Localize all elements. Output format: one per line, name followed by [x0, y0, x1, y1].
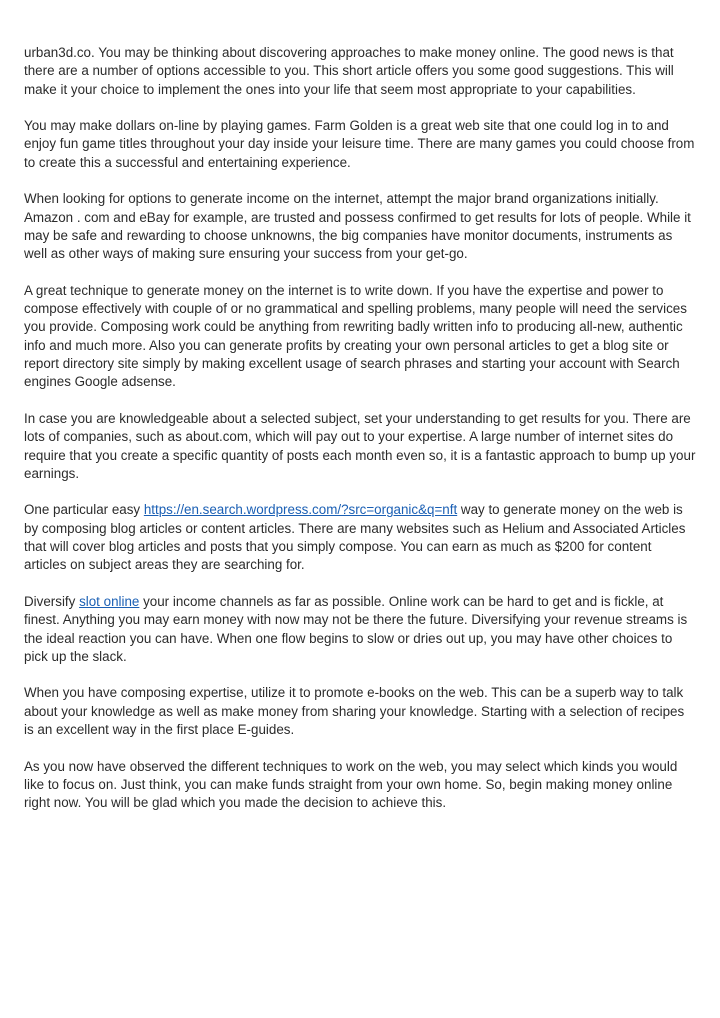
paragraph-intro: urban3d.co. You may be thinking about discovering approaches to make money online. The good news is that there are a number of options accessible to you. This short article offers you some good suggestions. This will make it your choice to implement the ones into your life that seem most appropriate to your capabilities.: [24, 45, 674, 97]
paragraph-conclusion: As you now have observed the different techniques to work on the web, you may select which kinds you would like to focus on. Just think, you can make funds straight from your own home. So, begin making money online right now. You will be glad which you made the decision to achieve this.: [24, 758, 678, 811]
paragraph-writing: A great technique to generate money on the internet is to write down. If you have the expertise and power to compose effectively with couple of or no grammatical and spelling problems, many people will need the services you provide. Composing work could be anything from rewriting badly written info to producing all-new, authentic info and much more. Also you can generate profits by creating your own personal articles to get a blog site or report directory site simply by making excellent usage of search phrases and starting your account with Search engines Google adsense.: [24, 282, 687, 390]
paragraph-brand-organizations: When looking for options to generate income on the internet, attempt the major brand organizations initially. Amazon . com and eBay for example, are trusted and possess confirmed to get results for lots of people. While it may be safe and rewarding to choose unknowns, the big companies have monitor documents, instruments as well as other ways of making sure ensuring your success from your get-go.: [24, 191, 691, 262]
slot-online-link[interactable]: slot online: [79, 593, 140, 609]
paragraph-text-after-link: your income channels as far as possible. Online work can be hard to get and is fickle, at finest. Anything you may earn money with now may not be there the future. Diversifying your revenue streams is the ideal reaction you can have. When one flow begins to slow or dries out up, you may have other choices to pick up the slack.: [24, 593, 688, 664]
paragraph-diversify: [24, 593, 696, 666]
paragraph-text-before-link: Diversify: [24, 593, 80, 609]
paragraph-knowledge: In case you are knowledgeable about a selected subject, set your understanding to get results for you. There are lots of companies, such as about.com, which will pay out to your expertise. A large number of internet sites do require that you create a specific quantity of posts each month even so, it is a fantastic approach to bump up your earnings.: [24, 410, 696, 481]
paragraph-blog-articles: [24, 501, 696, 574]
article-body: [24, 44, 696, 831]
paragraph-e-books: When you have composing expertise, utilize it to promote e-books on the web. This can be a superb way to talk about your knowledge as well as make money from sharing your knowledge. Starting with a selection of recipes is an excellent way in the first place E-guides.: [24, 685, 685, 737]
paragraph-text-after-link: way to generate money on the web is by composing blog articles or content articles. There are many websites such as Helium and Associated Articles that will cover blog articles and posts that you simply compose. You can earn as much as $200 for content articles on subject areas they are searching for.: [24, 502, 686, 573]
paragraph-games: You may make dollars on-line by playing games. Farm Golden is a great web site that one could log in to and enjoy fun game titles throughout your day inside your leisure time. There are many games you could choose from to create this a successful and entertaining experience.: [24, 118, 695, 170]
paragraph-text-before-link: One particular easy: [24, 502, 144, 518]
wordpress-search-link[interactable]: https://en.search.wordpress.com/?src=organic&q=nft: [143, 502, 458, 518]
